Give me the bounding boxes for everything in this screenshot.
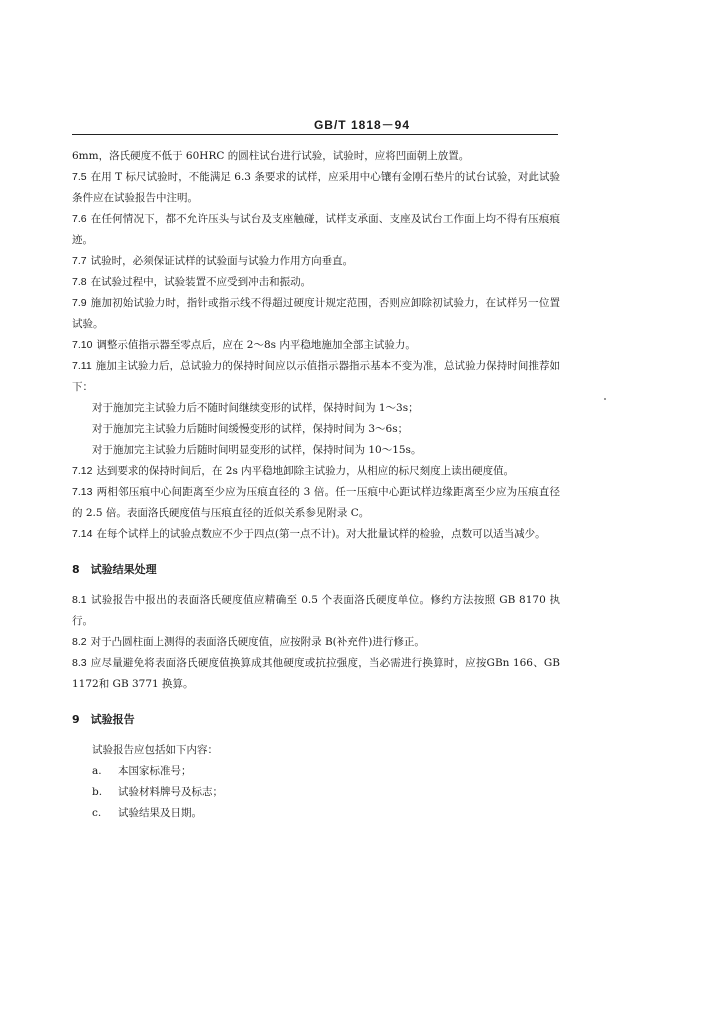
clause-number: 7.9 — [72, 297, 87, 309]
list-item-text: 试验材料牌号及标志； — [118, 786, 223, 798]
clause-text: 试验报告中报出的表面洛氏硬度值应精确至 0.5 个表面洛氏硬度单位。修约方法按照 GB 8170 执行。 — [72, 594, 560, 627]
list-marker: b. — [92, 786, 103, 798]
list-marker: c. — [92, 807, 102, 819]
paragraph-text: 6mm，洛氏硬度不低于 60HRC 的圆柱试台进行试验，试验时，应将凹面朝上放置。 — [72, 150, 470, 162]
clause-text: 达到要求的保持时间后，在 2s 内平稳地卸除主试验力，从相应的标尺刻度上读出硬度值。 — [96, 465, 515, 477]
clause-8-3 — [72, 653, 560, 695]
clause-8-1 — [72, 590, 560, 632]
clause-text: 在每个试样上的试验点数应不少于四点(第一点不计)。对大批量试样的检验，点数可以适当减少。 — [96, 528, 546, 540]
clause-8-2 — [72, 632, 560, 653]
clause-text: 在试验过程中，试验装置不应受到冲击和振动。 — [90, 276, 312, 288]
clause-text: 在用 T 标尺试验时，不能满足 6.3 条要求的试样，应采用中心镶有金刚石垫片的试台试验，对此试验条件应在试验报告中注明。 — [72, 171, 560, 204]
clause-number: 7.11 — [72, 360, 92, 372]
report-list-item — [72, 803, 560, 824]
list-item-text: 本国家标准号； — [118, 765, 192, 777]
clause-7-8 — [72, 272, 560, 293]
hold-time-item: 对于施加完主试验力后随时间明显变形的试样，保持时间为 10～15s。 — [92, 444, 422, 456]
clause-number: 7.12 — [72, 465, 93, 477]
clause-number: 7.13 — [72, 486, 93, 498]
report-intro: 试验报告应包括如下内容： — [92, 744, 218, 756]
clause-text: 在任何情况下，都不允许压头与试台及支座触碰，试样支承面、支座及试台工作面上均不得有压痕痕迹。 — [72, 213, 560, 246]
clause-number: 7.7 — [72, 255, 87, 267]
clause-number: 8.2 — [72, 636, 87, 648]
clause-7-7 — [72, 251, 560, 272]
clause-text: 对于凸圆柱面上测得的表面洛氏硬度值，应按附录 B(补充件)进行修正。 — [90, 636, 425, 648]
clause-number: 7.14 — [72, 528, 93, 540]
header-rule — [72, 134, 558, 135]
clause-7-6 — [72, 209, 560, 251]
clause-number: 8.3 — [72, 657, 87, 669]
clause-text: 调整示值指示器至零点后，应在 2～8s 内平稳地施加全部主试验力。 — [96, 339, 416, 351]
hold-time-item: 对于施加完主试验力后不随时间继续变形的试样，保持时间为 1～3s； — [92, 402, 419, 414]
clause-number: 7.10 — [72, 339, 93, 351]
clause-7-11 — [72, 356, 560, 398]
report-list-item — [72, 761, 560, 782]
document-body — [72, 146, 560, 824]
clause-text: 施加初始试验力时，指针或指示线不得超过硬度计规定范围，否则应卸除初试验力，在试样另一位置试验。 — [72, 297, 560, 330]
clause-7-9 — [72, 293, 560, 335]
page-header-title: GB/T 1818－94 — [313, 118, 411, 132]
clause-number: 7.8 — [72, 276, 87, 288]
clause-7-5 — [72, 167, 560, 209]
clause-text: 试验时，必须保证试样的试验面与试验力作用方向垂直。 — [90, 255, 354, 267]
hold-time-item: 对于施加完主试验力后随时间缓慢变形的试样，保持时间为 3～6s； — [92, 423, 409, 435]
list-marker: a. — [92, 765, 102, 777]
scan-speck — [604, 398, 606, 400]
section-heading-9: 9 试验报告 — [72, 713, 135, 726]
clause-number: 8.1 — [72, 594, 87, 606]
clause-text: 应尽量避免将表面洛氏硬度值换算成其他硬度或抗拉强度，当必需进行换算时，应按GBn 166、GB 1172和 GB 3771 换算。 — [72, 657, 560, 690]
clause-number: 7.6 — [72, 213, 87, 225]
section-heading-8: 8 试验结果处理 — [72, 563, 157, 576]
clause-7-13 — [72, 482, 560, 524]
report-list-item — [72, 782, 560, 803]
clause-text: 施加主试验力后，总试验力的保持时间应以示值指示器指示基本不变为准，总试验力保持时间推荐如下： — [72, 360, 560, 393]
paragraph-continuation — [72, 146, 560, 167]
clause-7-10 — [72, 335, 560, 356]
clause-7-14 — [72, 524, 560, 545]
clause-7-12 — [72, 461, 560, 482]
clause-text: 两相邻压痕中心间距离至少应为压痕直径的 3 倍。任一压痕中心距试样边缘距离至少应为压痕直径的 2.5 倍。表面洛氏硬度值与压痕直径的近似关系参见附录 C。 — [72, 486, 560, 519]
list-item-text: 试验结果及日期。 — [118, 807, 202, 819]
clause-number: 7.5 — [72, 171, 87, 183]
